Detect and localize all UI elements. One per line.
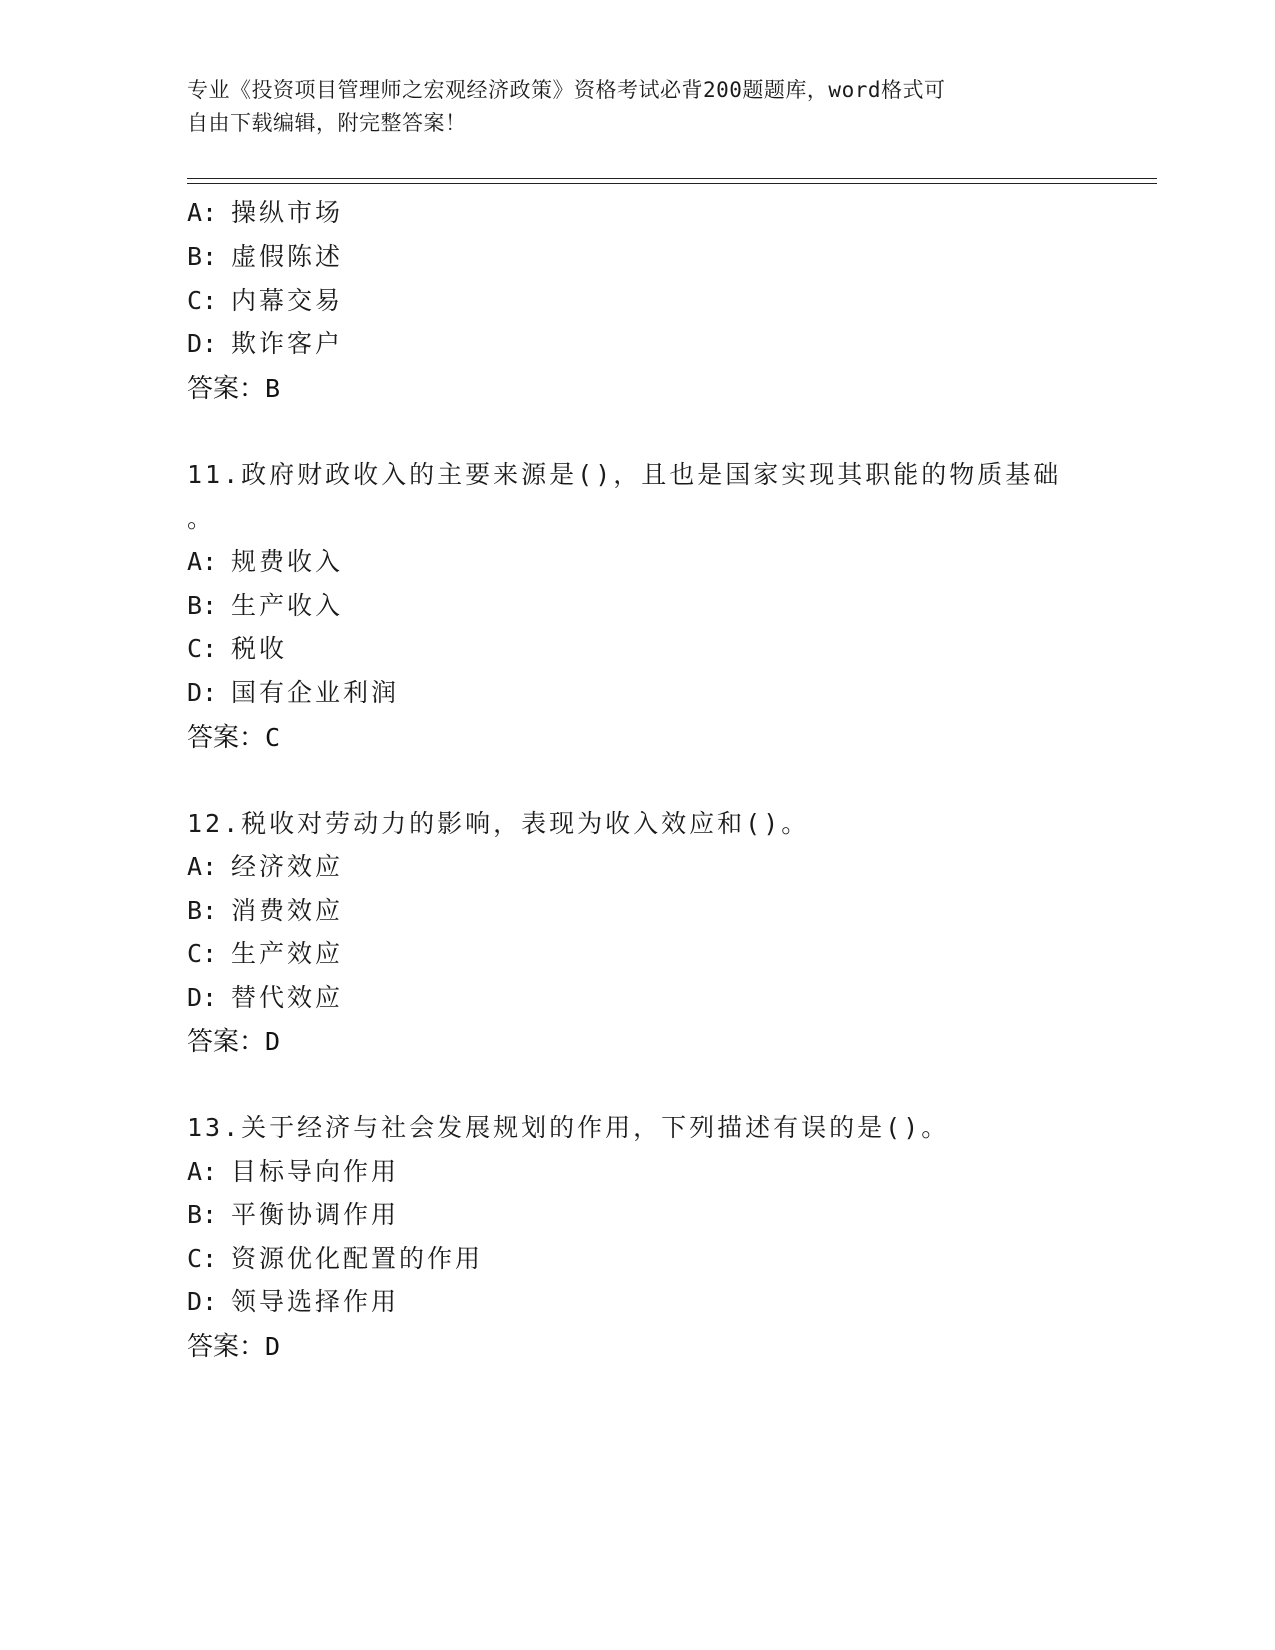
q13-stem: 13.关于经济与社会发展规划的作用，下列描述有误的是()。 — [187, 1113, 950, 1142]
q10-answer — [187, 368, 280, 405]
q11-option-a-letter: A: — [187, 547, 218, 576]
q13-option-c-text: 资源优化配置的作用 — [231, 1244, 484, 1273]
q13-option-b-text: 平衡协调作用 — [231, 1200, 400, 1229]
q12-option-d — [187, 978, 343, 1014]
q12-option-c-letter: C: — [187, 939, 218, 968]
q10-option-c — [187, 281, 343, 317]
header-divider-bottom — [187, 183, 1157, 184]
q13-option-d-letter: D: — [187, 1287, 218, 1316]
q10-answer-label: 答案： — [187, 374, 266, 404]
q11-answer-value: C — [265, 723, 281, 752]
q11-option-b-text: 生产收入 — [231, 591, 344, 620]
q11-option-b — [187, 586, 343, 622]
q11-option-c-text: 税收 — [231, 634, 288, 663]
q12-option-a-text: 经济效应 — [231, 852, 344, 881]
q10-option-b — [187, 237, 343, 273]
header-line-2: 自由下载编辑，附完整答案！ — [187, 111, 467, 135]
q11-answer-label: 答案： — [187, 723, 266, 753]
q13-option-b — [187, 1195, 399, 1231]
q10-option-d-letter: D: — [187, 329, 218, 358]
q13-option-c-letter: C: — [187, 1244, 218, 1273]
q11-option-a — [187, 542, 343, 578]
q13-option-c — [187, 1239, 483, 1275]
q13-option-a-text: 目标导向作用 — [231, 1157, 400, 1186]
q12-answer-label: 答案： — [187, 1027, 266, 1057]
q12-option-d-text: 替代效应 — [231, 983, 344, 1012]
q11-option-d-text: 国有企业利润 — [231, 678, 400, 707]
q12-option-c-text: 生产效应 — [231, 939, 344, 968]
q11-option-a-text: 规费收入 — [231, 547, 344, 576]
document-header — [187, 74, 1087, 140]
q10-option-d-text: 欺诈客户 — [231, 329, 344, 358]
q10-option-d — [187, 324, 343, 360]
q10-option-b-text: 虚假陈述 — [231, 242, 344, 271]
q11-stem: 11.政府财政收入的主要来源是()，且也是国家实现其职能的物质基础 — [187, 460, 1062, 489]
q10-option-a-text: 操纵市场 — [231, 198, 344, 227]
q12-answer — [187, 1021, 280, 1058]
q11-option-c-letter: C: — [187, 634, 218, 663]
q10-option-c-letter: C: — [187, 286, 218, 315]
q12-option-d-letter: D: — [187, 983, 218, 1012]
q12-option-a-letter: A: — [187, 852, 218, 881]
header-line-1: 专业《投资项目管理师之宏观经济政策》资格考试必背200题题库，word格式可 — [187, 78, 946, 102]
q12-option-b — [187, 891, 343, 927]
q12-option-a — [187, 847, 343, 883]
q12-option-b-text: 消费效应 — [231, 896, 344, 925]
q10-answer-value: B — [265, 374, 281, 403]
q10-option-b-letter: B: — [187, 242, 218, 271]
q10-option-c-text: 内幕交易 — [231, 286, 344, 315]
q11-option-b-letter: B: — [187, 591, 218, 620]
q13-option-b-letter: B: — [187, 1200, 218, 1229]
q13-option-a-letter: A: — [187, 1157, 218, 1186]
q13-answer-label: 答案： — [187, 1332, 266, 1362]
q11-stem-continuation: 。 — [187, 504, 216, 533]
q13-option-d-text: 领导选择作用 — [231, 1287, 400, 1316]
q11-option-d — [187, 673, 399, 709]
q12-answer-value: D — [265, 1027, 281, 1056]
q10-option-a — [187, 193, 343, 229]
q11-answer — [187, 717, 280, 754]
q11-option-c — [187, 629, 287, 665]
q12-option-b-letter: B: — [187, 896, 218, 925]
q13-option-d — [187, 1282, 399, 1318]
header-divider-top — [187, 178, 1157, 179]
q12-option-c — [187, 934, 343, 970]
q13-answer-value: D — [265, 1332, 281, 1361]
q10-option-a-letter: A: — [187, 198, 218, 227]
q12-stem: 12.税收对劳动力的影响，表现为收入效应和()。 — [187, 809, 810, 838]
q13-option-a — [187, 1152, 399, 1188]
q13-answer — [187, 1326, 280, 1363]
q11-option-d-letter: D: — [187, 678, 218, 707]
